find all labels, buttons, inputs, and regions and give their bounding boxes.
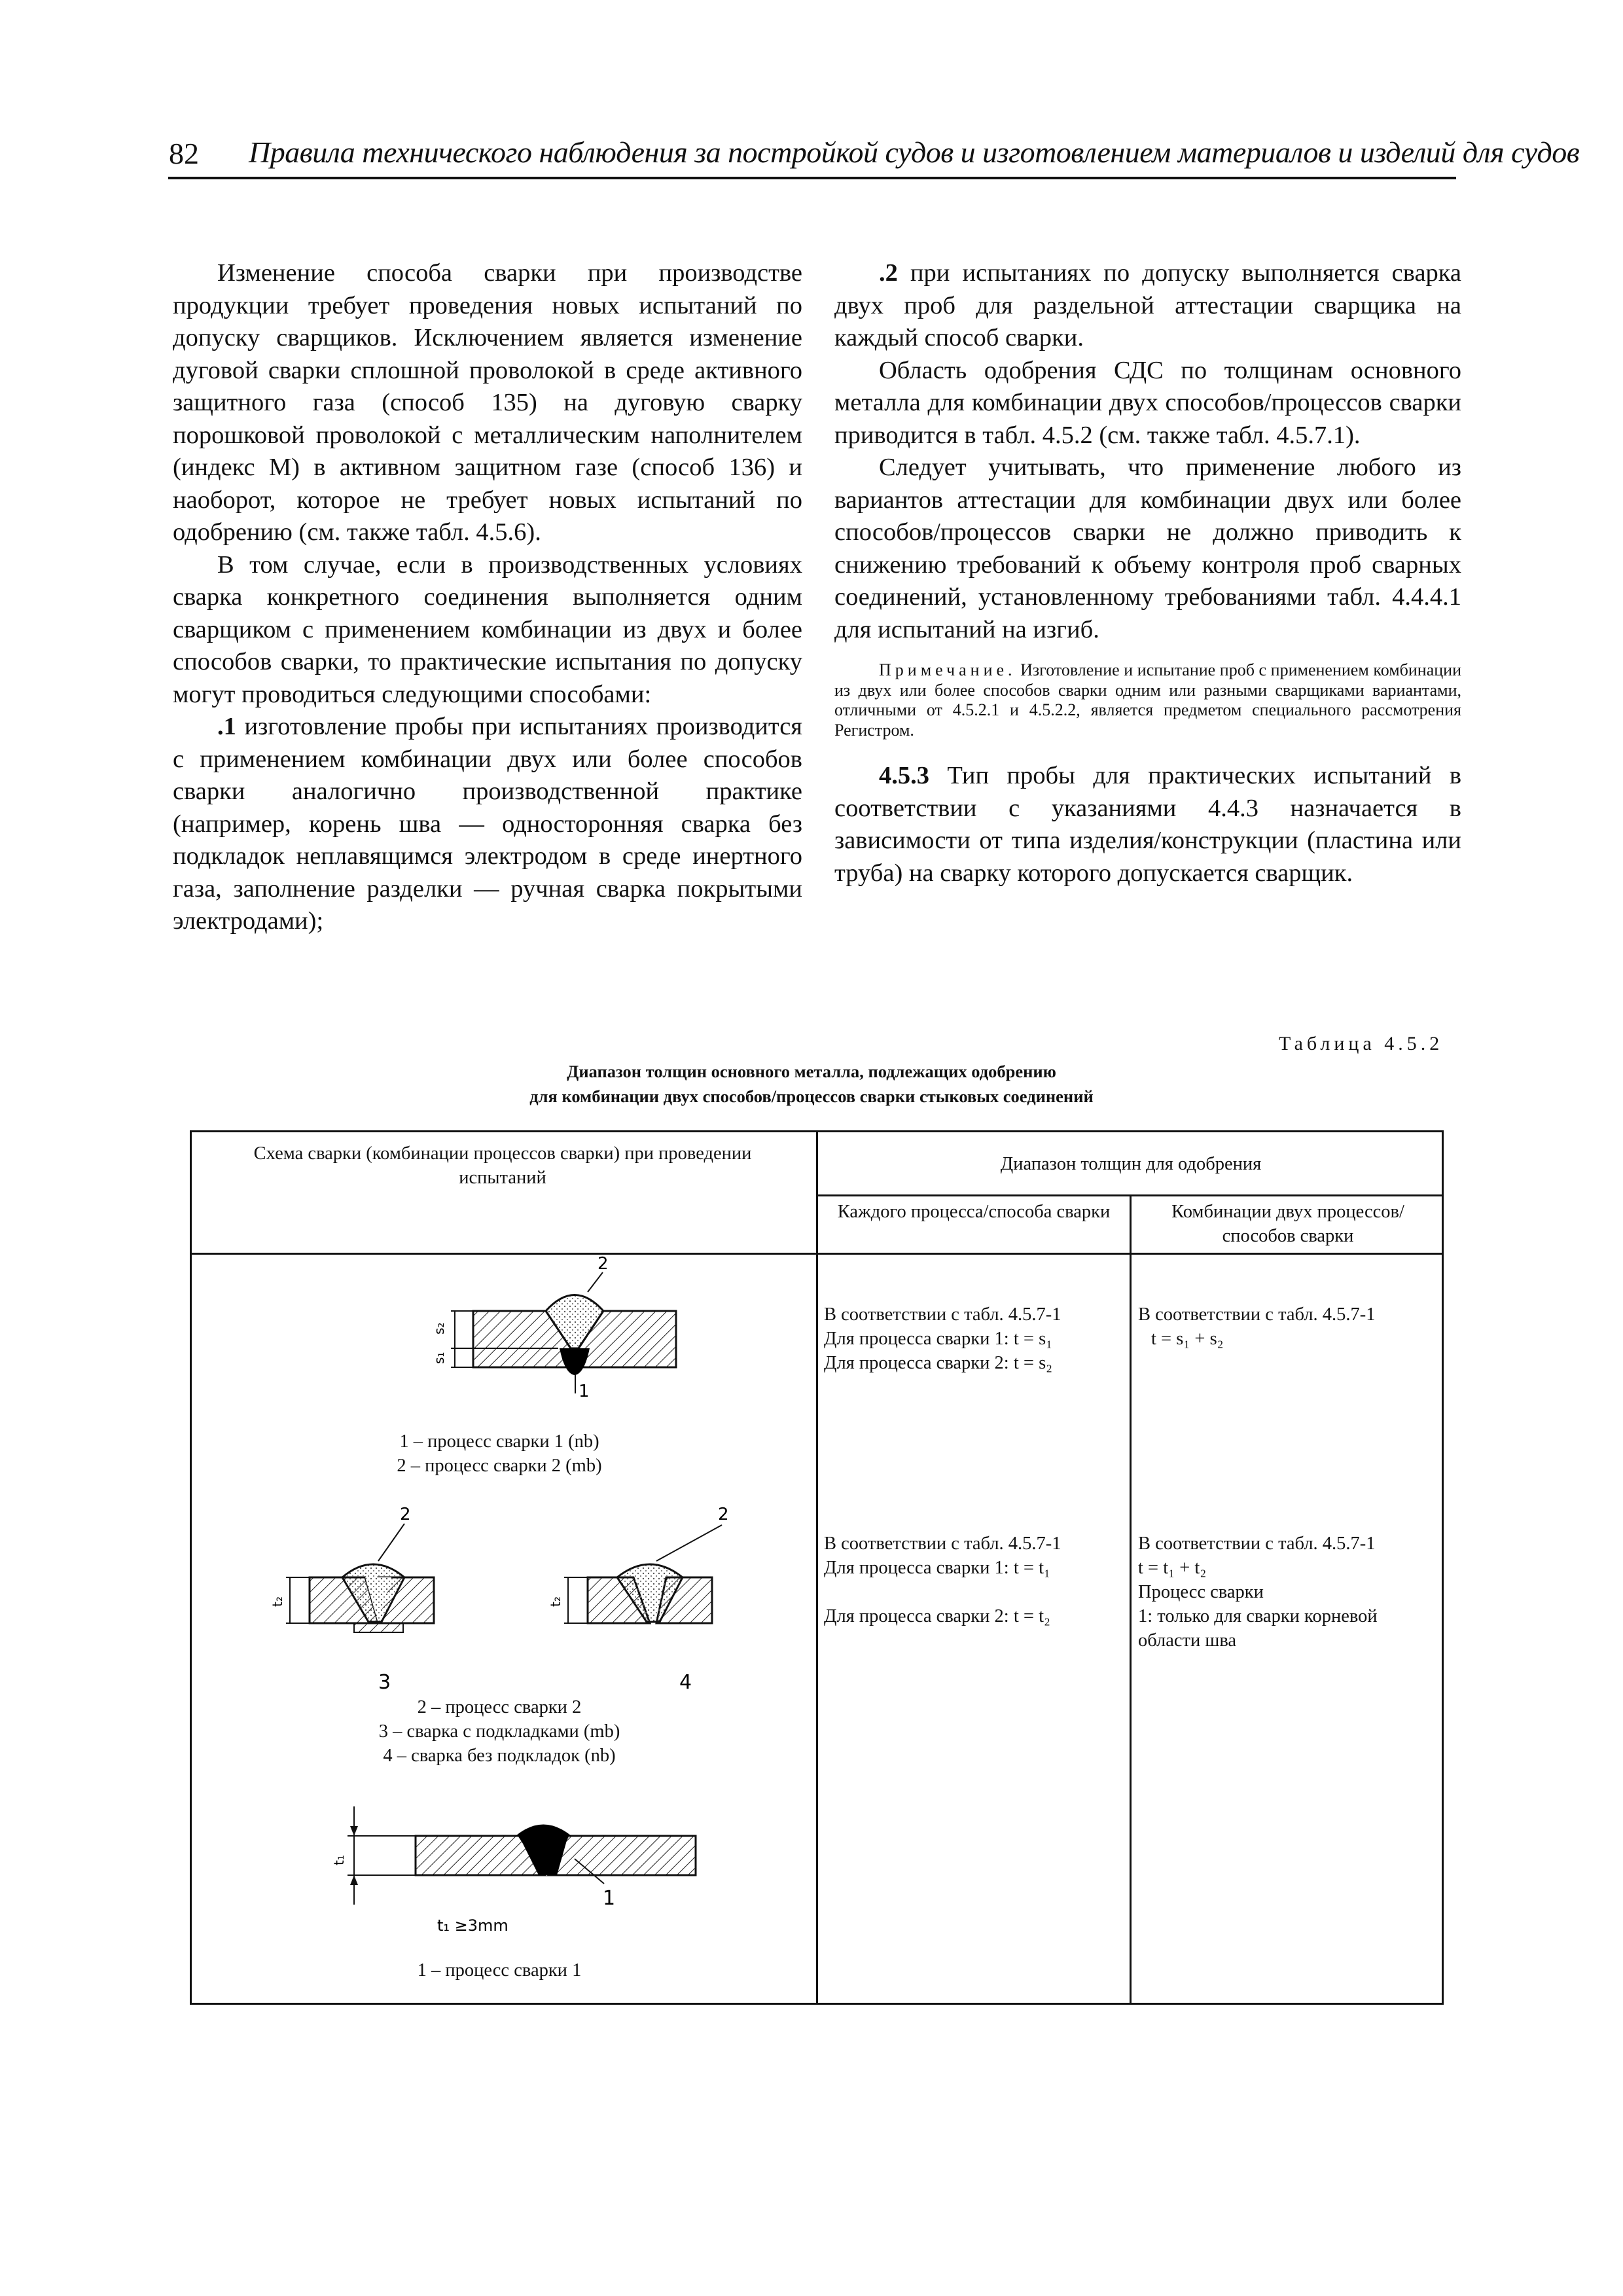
item-text: изготовление пробы при испытаниях производится с применением комбинации двух или более способов сварки аналогично производственной практике (например, корень шва — односторонняя сварка без подкладок неплавящимся электродом в среде инертного газа, заполнение разделки — ручная сварка покрытыми электродами); <box>173 713 802 935</box>
table-label: Таблица 4.5.2 <box>1279 1033 1444 1054</box>
thickness-range-table <box>190 1130 1444 2005</box>
cell-line: 1: только для сварки корневой области шва <box>1138 1606 1378 1651</box>
paragraph: Следует учитывать, что применение любого из вариантов аттестации для комбинации двух или более способов/процессов сварки не должно приводить к снижению требований к объему контроля проб сварных соединений, установленному требованиями табл. 4.4.4.1 для испытаний на изгиб. <box>834 454 1461 643</box>
label-2: 2 <box>400 1505 411 1524</box>
s1-label: s₁ <box>431 1352 447 1364</box>
cell-line: В соответствии с табл. 4.5.7-1 <box>1138 1534 1376 1554</box>
table-divider <box>816 1132 818 2003</box>
left-column <box>173 257 802 938</box>
label-3: 3 <box>378 1671 391 1694</box>
label-1: 1 <box>579 1382 590 1401</box>
page-number: 82 <box>169 137 199 170</box>
legend-row3 <box>296 1958 702 1982</box>
cell-line: Для процесса сварки 1: t = t₁ <box>824 1558 1050 1578</box>
paragraph <box>834 257 1461 355</box>
paragraph: Изменение способа сварки при производстве продукции требует проведения новых испытаний по допуску сварщиков. Исключением является изменение дуговой сварки сплошной проволокой в среде активного защитного газа (способ 135) на дуговую сварку порошковой проволокой с металлическим наполнителем (индекс М) в активном защитном газе (способ 136) и наоборот, которое не требует новых испытаний по одобрению (см. также табл. 4.5.6). <box>173 259 802 546</box>
header-each-process: Каждого процесса/способа сварки <box>837 1202 1111 1222</box>
running-title: Правила технического наблюдения за постройкой судов и изготовлением материалов и изделий для судов <box>249 135 1580 169</box>
paragraph <box>834 760 1461 889</box>
min-thickness-label: t₁ ≥3mm <box>437 1916 508 1935</box>
item-number: .2 <box>879 259 898 287</box>
t1-label: t₁ <box>331 1855 347 1865</box>
table-caption <box>170 1059 1453 1109</box>
table-divider <box>1130 1194 1132 2003</box>
cell-line: Процесс сварки <box>1138 1582 1264 1602</box>
row1-combination <box>1138 1302 1439 1351</box>
legend-line: 1 – процесс сварки 1 <box>417 1960 582 1981</box>
label-2: 2 <box>597 1254 609 1274</box>
row2-combination <box>1138 1532 1439 1653</box>
cell-line: t = t₁ + t₂ <box>1138 1558 1207 1578</box>
header-range: Диапазон толщин для одобрения <box>1000 1154 1262 1174</box>
legend-row1 <box>296 1429 702 1478</box>
item-text: при испытаниях по допуску выполняется сварка двух проб для раздельной аттестации сварщика на каждый способ сварки. <box>834 259 1461 351</box>
header-scheme: Схема сварки (комбинации процессов сварки) при проведении испытаний <box>253 1143 752 1188</box>
note <box>834 660 1461 740</box>
label-4: 4 <box>679 1671 692 1694</box>
legend-line: 2 – процесс сварки 2 <box>417 1697 582 1717</box>
paragraph: Область одобрения СДС по толщинам основного металла для комбинации двух способов/процессов сварки приводится в табл. 4.5.2 (см. также табл. 4.5.7.1). <box>834 356 1461 449</box>
section-number: 4.5.3 <box>879 762 929 789</box>
cell-line: В соответствии с табл. 4.5.7-1 <box>824 1534 1061 1554</box>
legend-line: 2 – процесс сварки 2 (mb) <box>397 1456 602 1476</box>
cell-line: В соответствии с табл. 4.5.7-1 <box>1138 1304 1376 1325</box>
item-number: .1 <box>217 713 236 740</box>
label-1: 1 <box>603 1887 616 1910</box>
cell-line: t = s₁ + s₂ <box>1151 1329 1224 1349</box>
legend-row2 <box>296 1695 702 1768</box>
header-rule <box>168 177 1456 179</box>
cell-line: Для процесса сварки 1: t = s₁ <box>824 1329 1053 1349</box>
cell-line: В соответствии с табл. 4.5.7-1 <box>824 1304 1061 1325</box>
weld-scheme-2 <box>192 1499 813 1708</box>
t2-label: t₂ <box>270 1596 285 1607</box>
t2-label: t₂ <box>548 1596 563 1607</box>
legend-line: 4 – сварка без подкладок (nb) <box>383 1746 616 1766</box>
backing-strip <box>354 1623 403 1632</box>
weld-root <box>560 1348 590 1375</box>
weld-scheme-1 <box>192 1253 813 1416</box>
note-text: Изготовление и испытание проб с применением комбинации из двух или более способов сварки одним или разными сварщиками вариантами, отличными от 4.5.2.1 и 4.5.2.2, является предметом специального рассмотрения Регистром. <box>834 660 1461 740</box>
row2-each <box>824 1532 1125 1628</box>
paragraph: В том случае, если в производственных условиях сварка конкретного соединения выполняется одним сварщиком с применением комбинации из двух и более способов сварки, то практические испытания по допуску могут проводиться следующими способами: <box>173 550 802 708</box>
row1-each <box>824 1302 1125 1375</box>
legend-line: 1 – процесс сварки 1 (nb) <box>399 1431 599 1452</box>
right-column <box>834 257 1461 889</box>
caption-line: Диапазон толщин основного металла, подлежащих одобрению <box>567 1062 1056 1081</box>
cell-line: Для процесса сварки 2: t = t₂ <box>824 1606 1050 1626</box>
note-label: Примечание. <box>879 660 1016 679</box>
caption-line: для комбинации двух способов/процессов сварки стыковых соединений <box>529 1086 1094 1106</box>
legend-line: 3 – сварка с подкладками (mb) <box>378 1721 620 1742</box>
section-text: Тип пробы для практических испытаний в соответствии с указаниями 4.4.3 назначается в зависимости от типа изделия/конструкции (пластина или труба) на сварку которого допускается сварщик. <box>834 762 1461 887</box>
paragraph <box>173 711 802 938</box>
table-divider <box>816 1194 1444 1196</box>
label-2: 2 <box>718 1505 729 1524</box>
weld-scheme-3 <box>192 1793 813 1937</box>
cell-line: Для процесса сварки 2: t = s₂ <box>824 1353 1053 1373</box>
header-combination: Комбинации двух процессов/способов сварки <box>1171 1202 1404 1246</box>
s2-label: s₂ <box>431 1322 447 1335</box>
